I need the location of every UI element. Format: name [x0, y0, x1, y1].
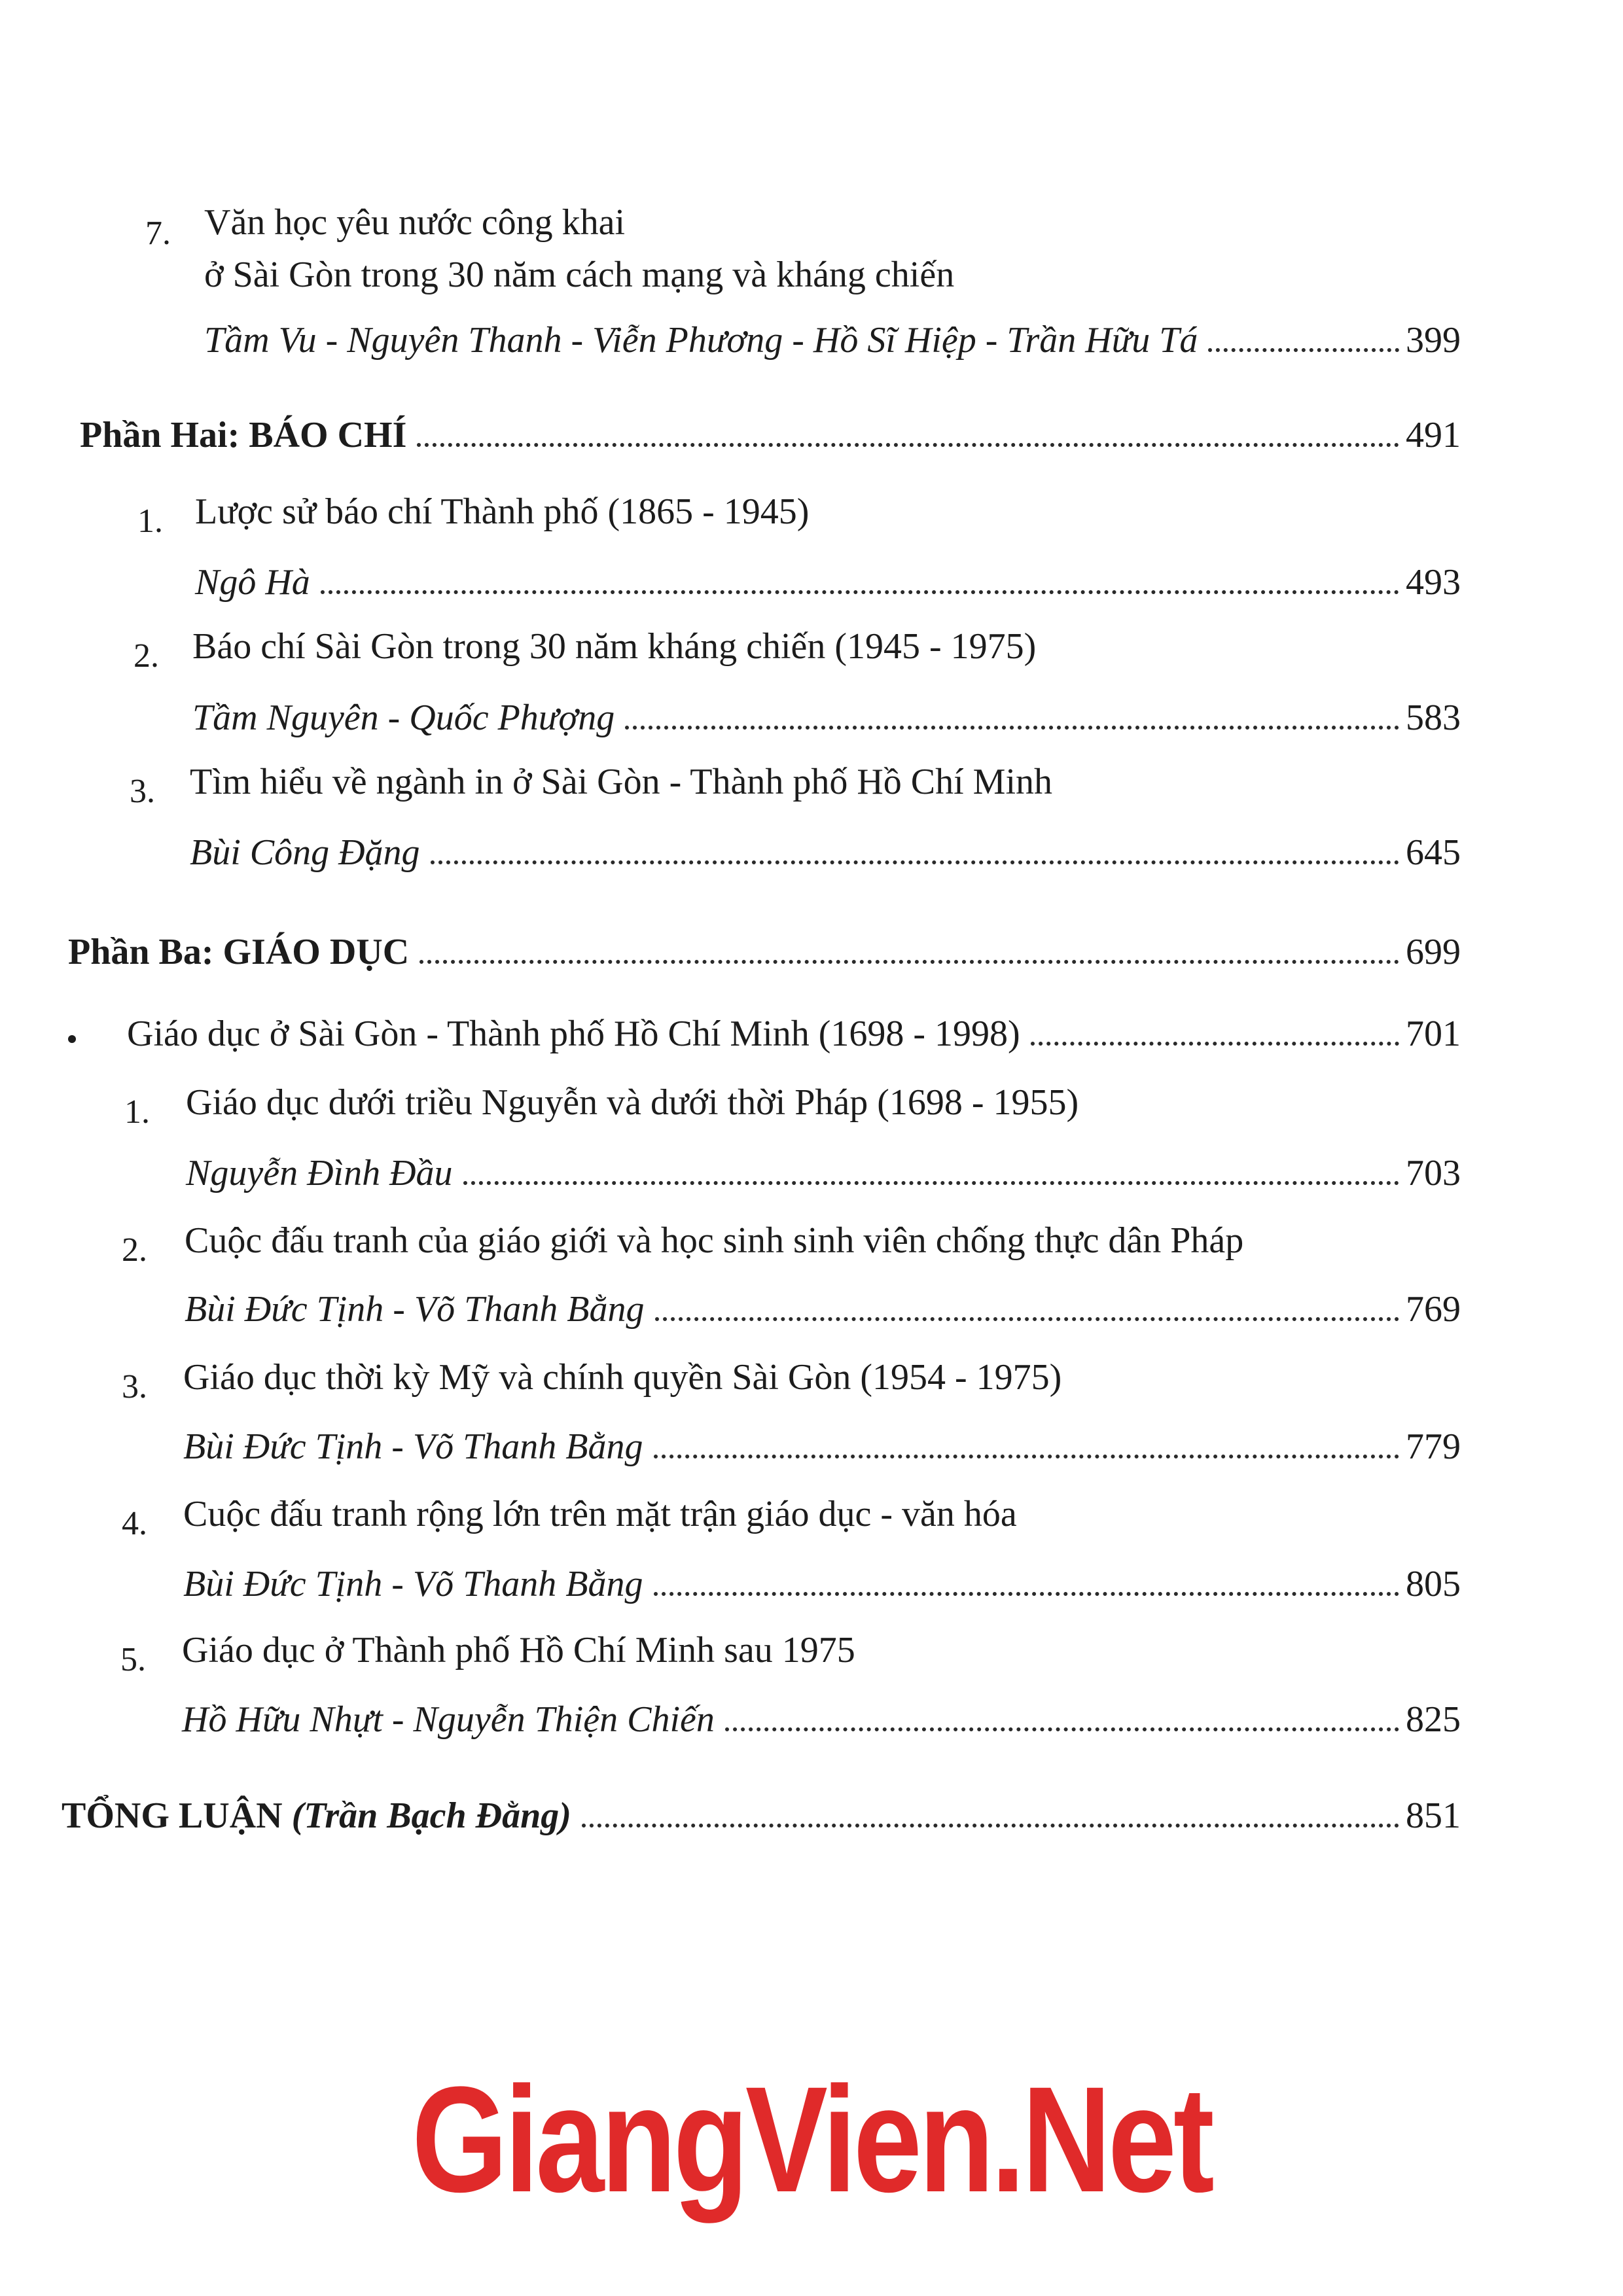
toc-item-title-continued: ở Sài Gòn trong 30 năm cách mạng và kháng chiến	[204, 255, 955, 295]
toc-item-number: 7.	[145, 215, 171, 252]
toc-authors: Bùi Đức Tịnh - Võ Thanh Bằng	[185, 1289, 645, 1330]
toc-item-title: Lược sử báo chí Thành phố (1865 - 1945)	[195, 491, 810, 532]
dot-leader	[725, 1727, 1399, 1731]
toc-item-title: Cuộc đấu tranh rộng lớn trên mặt trận giáo dục - văn hóa	[183, 1494, 1017, 1534]
toc-author-line	[186, 1150, 1461, 1196]
dot-leader	[654, 1455, 1399, 1458]
toc-item-number: 1.	[137, 503, 163, 540]
toc-item-title: Giáo dục ở Sài Gòn - Thành phố Hồ Chí Minh (1698 - 1998)	[127, 1014, 1020, 1054]
toc-authors: Tầm Vu - Nguyên Thanh - Viễn Phương - Hồ Sĩ Hiệp - Trần Hữu Tá	[204, 320, 1198, 361]
watermark-logo: GiangVien.Net	[412, 2055, 1211, 2223]
dot-leader	[625, 726, 1399, 730]
page-number: 779	[1406, 1426, 1461, 1467]
page-number: 583	[1406, 698, 1461, 738]
dot-leader	[321, 590, 1399, 594]
toc-item-number: 4.	[122, 1505, 147, 1542]
toc-item-number: 5.	[120, 1641, 146, 1678]
toc-item-title: Cuộc đấu tranh của giáo giới và học sinh sinh viên chống thực dân Pháp	[185, 1220, 1244, 1261]
toc-author-line	[190, 830, 1461, 875]
dot-leader	[463, 1181, 1399, 1185]
toc-authors: Ngô Hà	[195, 562, 310, 603]
toc-authors: Bùi Đức Tịnh - Võ Thanh Bằng	[183, 1426, 643, 1467]
toc-authors: Bùi Đức Tịnh - Võ Thanh Bằng	[183, 1564, 643, 1604]
toc-author-line	[183, 1424, 1461, 1470]
dot-leader	[654, 1592, 1399, 1596]
page-number: 703	[1406, 1153, 1461, 1193]
toc-item-title: Giáo dục dưới triều Nguyễn và dưới thời Pháp (1698 - 1955)	[186, 1082, 1079, 1123]
dot-leader	[1031, 1042, 1399, 1046]
page-number: 493	[1406, 562, 1461, 603]
toc-author-line	[183, 1561, 1461, 1607]
toc-author-line	[195, 559, 1461, 605]
page-number: 491	[1406, 415, 1461, 455]
bullet-icon	[68, 1035, 76, 1043]
page-number: 645	[1406, 832, 1461, 873]
dot-leader	[655, 1317, 1399, 1321]
page-number: 699	[1406, 932, 1461, 972]
toc-authors: Tầm Nguyên - Quốc Phượng	[192, 698, 615, 738]
page-number: 701	[1406, 1014, 1461, 1054]
toc-item-number: 1.	[124, 1093, 150, 1131]
part-label: Phần Ba: GIÁO DỤC	[68, 932, 410, 972]
toc-item-title: Văn học yêu nước công khai	[204, 202, 626, 243]
toc-part-heading	[68, 929, 1461, 975]
toc-item-title: Giáo dục thời kỳ Mỹ và chính quyền Sài Gòn (1954 - 1975)	[183, 1357, 1062, 1398]
toc-authors: Nguyễn Đình Đầu	[186, 1153, 453, 1193]
page-number: 805	[1406, 1564, 1461, 1604]
toc-item-number: 2.	[122, 1231, 147, 1269]
dot-leader	[417, 443, 1399, 447]
toc-item-title: Tìm hiểu về ngành in ở Sài Gòn - Thành phố Hồ Chí Minh	[190, 762, 1053, 802]
toc-item-number: 3.	[130, 773, 155, 810]
part-label: Phần Hai: BÁO CHÍ	[80, 415, 407, 455]
toc-item-number: 2.	[134, 637, 159, 675]
page-number: 399	[1406, 320, 1461, 361]
toc-author-line	[185, 1286, 1461, 1332]
toc-author-line	[204, 317, 1461, 363]
page-number: 825	[1406, 1699, 1461, 1740]
toc-authors: Bùi Công Đặng	[190, 832, 420, 873]
dot-leader	[582, 1824, 1399, 1828]
toc-item-title: Giáo dục ở Thành phố Hồ Chí Minh sau 1975	[182, 1630, 855, 1670]
conclusion-title: TỔNG LUẬN (Trần Bạch Đằng)	[62, 1795, 571, 1836]
page-number: 769	[1406, 1289, 1461, 1330]
dot-leader	[419, 960, 1399, 964]
dot-leader	[431, 860, 1399, 864]
toc-part-heading	[80, 412, 1461, 458]
toc-authors: Hồ Hữu Nhựt - Nguyễn Thiện Chiến	[182, 1699, 715, 1740]
toc-author-line	[192, 695, 1461, 741]
page-number: 851	[1406, 1795, 1461, 1836]
toc-bullet-line	[127, 1011, 1461, 1057]
toc-conclusion-line	[62, 1793, 1461, 1839]
dot-leader	[1208, 348, 1399, 352]
toc-item-title: Báo chí Sài Gòn trong 30 năm kháng chiến (1945 - 1975)	[192, 626, 1037, 667]
toc-item-number: 3.	[122, 1368, 147, 1405]
toc-author-line	[182, 1697, 1461, 1742]
